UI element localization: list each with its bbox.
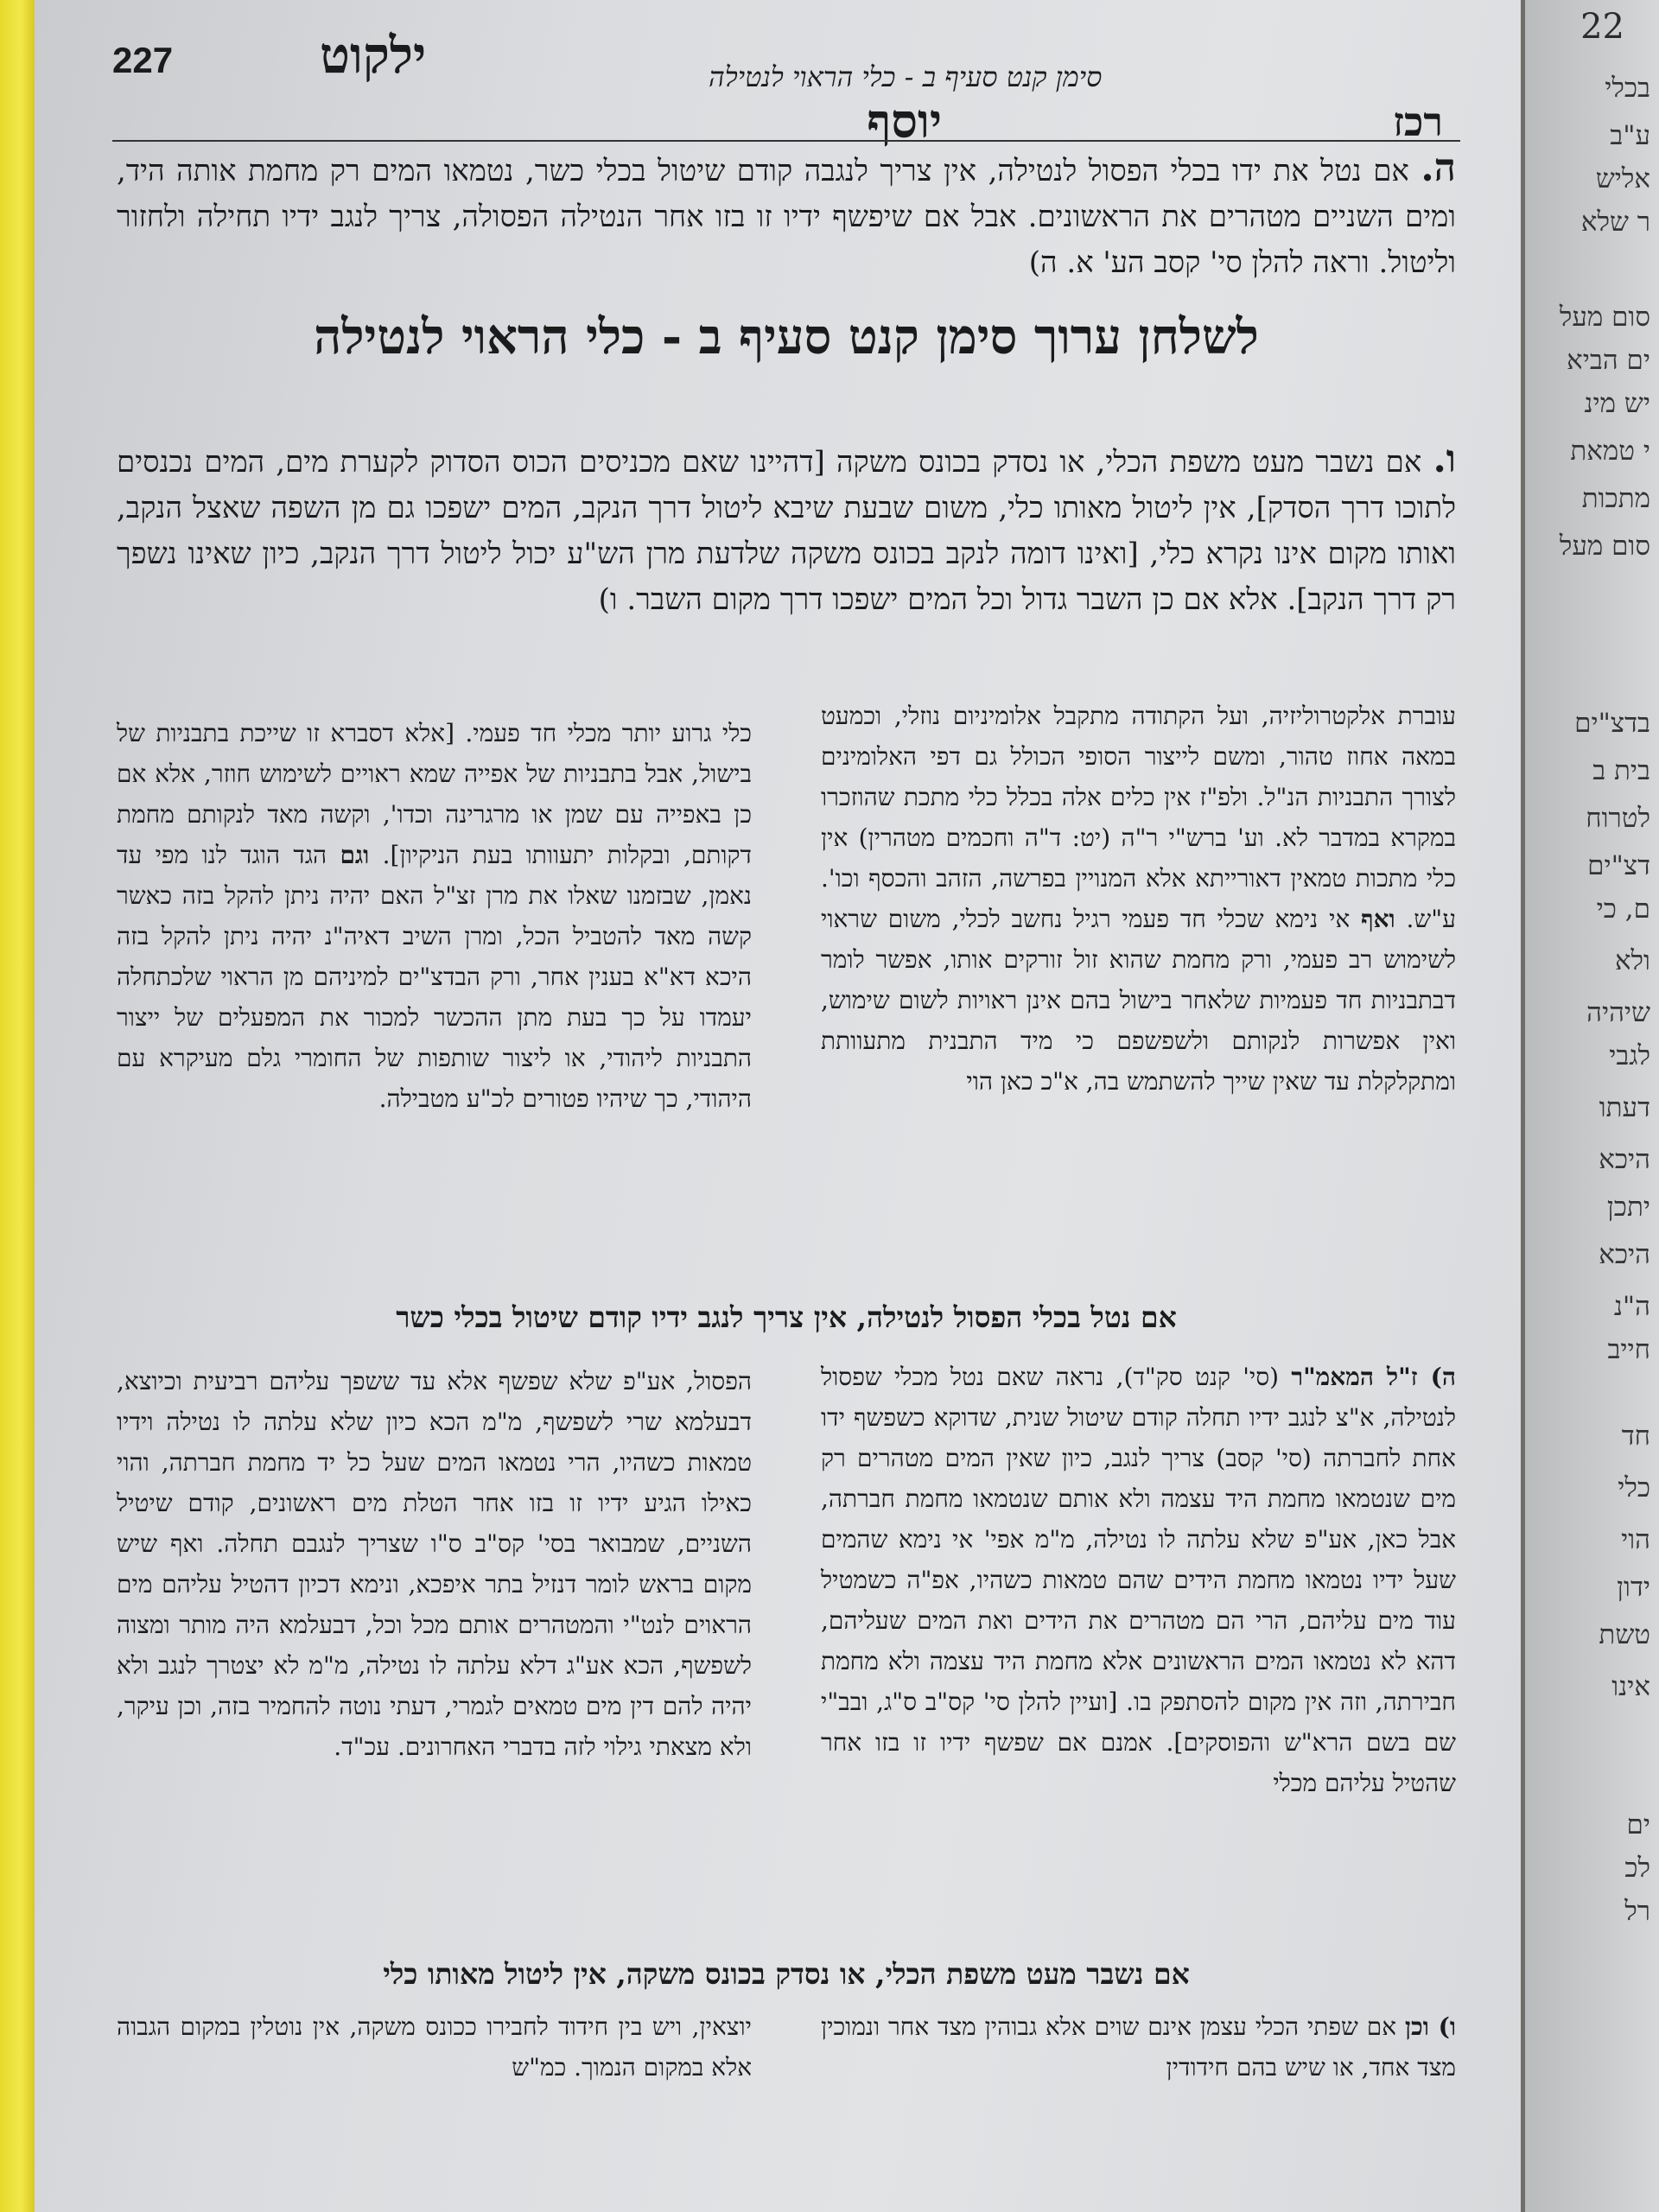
commentary-column-right [821, 2006, 1456, 2088]
adjacent-page-fragment: ולא [1614, 945, 1650, 976]
book-page [35, 0, 1521, 2212]
commentary-column-right [821, 1357, 1456, 1803]
section-he [117, 145, 1456, 286]
sub-heading: אם נשבר מעט משפת הכלי, או נסדק בכונס משקה, אין ליטול מאותו כלי [383, 1957, 1190, 1991]
adjacent-page-fragment: מתכות [1581, 483, 1650, 514]
adjacent-page-fragment: ים [1626, 1809, 1650, 1840]
adjacent-page-fragment: יתכן [1606, 1192, 1650, 1223]
book-name-left: יוסף [867, 93, 942, 149]
column-text: אי נימא שכלי חד פעמי רגיל נחשב לכלי, משום שראוי לשימוש רב פעמי, ורק מחמת שהוא זול זורקים אותו, אפשר לומר דבתבניות חד פעמיות שלאחר בישול בהם אינן ראויות לשום שימוש, ואין אפשרות לנקותם ולשפשפם כי מיד התבנית מתעוותת ומתקלקלת עד שאין שייך להשתמש בה, א"כ כאן הוי [821, 905, 1456, 1096]
adjacent-page-fragment: לטרוח [1586, 803, 1650, 834]
column-text: אם שפתי הכלי עצמן אינם שוים אלא גבוהין מצד אחר ונמוכין מצד אחד, או שיש בהם חידודין [821, 2012, 1456, 2082]
paragraph-lead: ואף [1361, 905, 1395, 933]
header-rule [112, 140, 1460, 142]
column-text: (סי' קנט סק"ד), נראה שאם נטל מכלי שפסול לנטילה, א"צ לנגב ידיו תחלה קודם שיטול שנית, שדוקא כשפשף ידו אחת לחברתה (סי' קסב) צריך לנגב, כיון שאין המים מטהרים רק מים שנטמאו מחמת היד עצמה ולא אותם שנטמאו מחמת חברתה, אבל כאן, אע"פ שלא עלתה לו נטילה, מ"מ אפי' אי נימא שהמים שעל ידיו נטמאו מחמת הידים שהם טמאות כשהיו, אפ"ה כשמטיל עוד מים עליהם, הרי הם מטהרים את הידים ואת המים שעליהם, דהא לא נטמאו המים הראשונים אלא מחמת היד עצמה ולא מחמת חבירתה, וזה אין מקום להסתפק בו. [ועיין להלן סי' קס"ב ס"ג, ובב"י שם בשם הרא"ש והפוסקים]. אמנם אם שפשף ידיו זו בזו אחר שהטיל עליהם מכלי [821, 1363, 1457, 1797]
adjacent-page-fragment: ים הביא [1567, 345, 1650, 376]
running-title: סימן קנט סעיף ב - כלי הראוי לנטילה [709, 60, 1103, 93]
adjacent-page-number: 22 [1580, 7, 1624, 47]
hebrew-page-number: רכז [1393, 99, 1443, 145]
column-text: יוצאין, ויש בין חידוד לחבירו ככונס משקה, אין נוטלין במקום הגבוה אלא במקום הנמוך. כמ"ש [117, 2012, 752, 2082]
column-text: כלי גרוע יותר מכלי חד פעמי. [אלא דסברא זו שייכת בתבניות של בישול, אבל בתבניות של אפייה שמא ראויים לשימוש חוזר, אלא אם כן באפייה עם שמן או מרגרינה וכדו', וקשה מאד לנקותם מחמת דקותם, ובקלות יתעוותו בעת הניקיון]. [117, 719, 753, 869]
adjacent-page [1525, 0, 1659, 2212]
section-letter: ה. [1421, 146, 1456, 190]
adjacent-page-fragment: הוי [1621, 1524, 1650, 1555]
adjacent-page-fragment: ם, כי [1596, 893, 1650, 925]
adjacent-page-fragment: היכא [1599, 1144, 1650, 1175]
commentary-column-left [117, 2006, 752, 2088]
book-edge [0, 0, 35, 2212]
commentary-column-left [117, 1361, 752, 1767]
adjacent-page-fragment: דעתו [1599, 1092, 1650, 1123]
commentary-column-right [821, 696, 1456, 1102]
commentary-column-left [117, 713, 752, 1119]
adjacent-page-fragment: אליש [1595, 163, 1650, 194]
adjacent-page-fragment: ידון [1617, 1572, 1650, 1603]
adjacent-page-fragment: כלי [1618, 1472, 1650, 1503]
section-text: אם נטל את ידו בכלי הפסול לנטילה, אין צריך לנגבה קודם שיטול בכלי כשר, נטמאו המים רק מחמת אותה היד, ומים השניים מטהרים את הראשונים. אבל אם שיפשף ידיו זו בזו אחר הנטילה הפסולה, צריך לנגב ידיו תחילה ולחזור וליטול. וראה להלן סי' קסב הע' א. ה) [117, 154, 1456, 280]
adjacent-page-fragment: חייב [1607, 1334, 1650, 1365]
adjacent-page-fragment: בכלי [1605, 73, 1650, 104]
paragraph-lead: וגם [340, 841, 370, 869]
adjacent-page-fragment: היכא [1599, 1239, 1650, 1270]
sub-heading: אם נטל בכלי הפסול לנטילה, אין צריך לנגב ידיו קודם שיטול בכלי כשר [396, 1300, 1177, 1334]
adjacent-page-fragment: בדצ"ים [1574, 708, 1650, 739]
paragraph-lead: ו) וכן [1404, 2012, 1456, 2041]
page-header [112, 26, 1460, 149]
adjacent-page-fragment: בית ב [1592, 755, 1650, 786]
adjacent-page-fragment: ר שלא [1580, 207, 1650, 238]
adjacent-page-fragment: טשת [1599, 1619, 1650, 1650]
adjacent-page-fragment: יש מינ [1584, 388, 1650, 419]
adjacent-page-fragment: שיהיה [1586, 997, 1650, 1028]
column-text: הפסול, אע"פ שלא שפשף אלא עד ששפך עליהם רביעית וכיוצא, דבעלמא שרי לשפשף, מ"מ הכא כיון שלא עלתה לו נטילה וידיו טמאות כשהיו, הרי נטמאו המים שעל כל יד מחמת חברתה, והוי כאילו הגיע ידיו זו בזו אחר הטלת מים ראשונים, קודם שיטיל השניים, שמבואר בסי' קס"ב ס"ו שצריך לנגבם תחלה. ואף שיש מקום בראש לומר דנזיל בתר איפכא, ונימא דכיון דהטיל עליהם מים הראוים לנט"י והמטהרים אותם מכל וכל, דבעלמא היה מותר ומצוה לשפשף, הכא אע"ג דלא עלתה לו נטילה, מ"מ לא יצטרך לנגב ולא יהיה להם דין מים טמאים לגמרי, דעתי נוטה להחמיר בזה, וכן עיקר, ולא מצאתי גילוי לזה בדברי האחרונים. עכ"ד. [117, 1367, 753, 1761]
adjacent-page-fragment: חד [1621, 1421, 1650, 1452]
adjacent-page-fragment: רל [1624, 1896, 1650, 1927]
column-text: עוברת אלקטרוליזיה, ועל הקתודה מתקבל אלומיניום נוזלי, וכמעט במאה אחוז טהור, ומשם לייצור הסופי הכולל גם דפי האלומינים לצורך התבניות הנ"ל. ולפ"ז אין כלים אלה בכלל כלי מתכת שהוזכרו במקרא במדבר לא. וע' ברש"י ר"ה (יט: ד"ה וחכמים מטהרין) אין כלי מתכות טמאין דאורייתא אלא המנויין בפרשה, הזהב והכסף וכו'. ע"ש. [821, 702, 1456, 933]
adjacent-page-fragment: אינו [1611, 1671, 1650, 1702]
main-title: לשלחן ערוך סימן קנט סעיף ב - כלי הראוי לנטילה [314, 308, 1259, 365]
adjacent-page-fragment: לגבי [1609, 1040, 1650, 1071]
section-letter: ו. [1433, 437, 1457, 481]
section-vav [117, 436, 1456, 623]
section-text: אם נשבר מעט משפת הכלי, או נסדק בכונס משקה [דהיינו שאם מכניסים הכוס הסדוק לקערת מים, המים נכנסים לתוכו דרך הסדק], אין ליטול מאותו כלי, משום שבעת שיבא ליטול דרך הנקב, המים ישפכו גם מן השפה שאצל הנקב, ואותו מקום אינו נקרא כלי, [ואינו דומה לנקב בכונס משקה שלדעת מרן הש"ע יכול ליטול דרך הנקב, כיון שאינו נשפך רק דרך הנקב]. אלא אם כן השבר גדול וכל המים ישפכו דרך מקום השבר. ו) [117, 445, 1456, 617]
adjacent-page-fragment: ה"נ [1613, 1291, 1650, 1322]
adjacent-page-fragment: סום מעל [1559, 302, 1650, 333]
paragraph-lead: ה) ז"ל המאמ"ר [1291, 1363, 1456, 1391]
adjacent-page-fragment: ע"ב [1610, 120, 1650, 151]
adjacent-page-fragment: י טמאת [1570, 435, 1650, 467]
page-number: 227 [112, 40, 174, 80]
adjacent-page-fragment: דצ"ים [1587, 850, 1650, 881]
book-name-right: ילקוט [320, 26, 427, 85]
adjacent-page-fragment: סום מעל [1559, 531, 1650, 562]
adjacent-page-fragment: לכ [1624, 1853, 1650, 1884]
column-text: הגד הוגד לנו מפי עד נאמן, שבזמנו שאלו את מרן זצ"ל האם יהיה ניתן להקל בזה כאשר קשה מאד להטביל הכל, ומרן השיב דאיה"נ יהיה ניתן להקל בזה היכא דא"א בענין אחר, ורק הבדצ"ים למיניהם מן הראוי שלכתחלה יעמדו על כך בעת מתן ההכשר למכור את המפעלים של ייצור התבניות ליהודי, או ליצור שותפות של החומרי גלם מעיקרא עם היהודי, כך שיהיו פטורים לכ"ע מטבילה. [117, 841, 752, 1113]
